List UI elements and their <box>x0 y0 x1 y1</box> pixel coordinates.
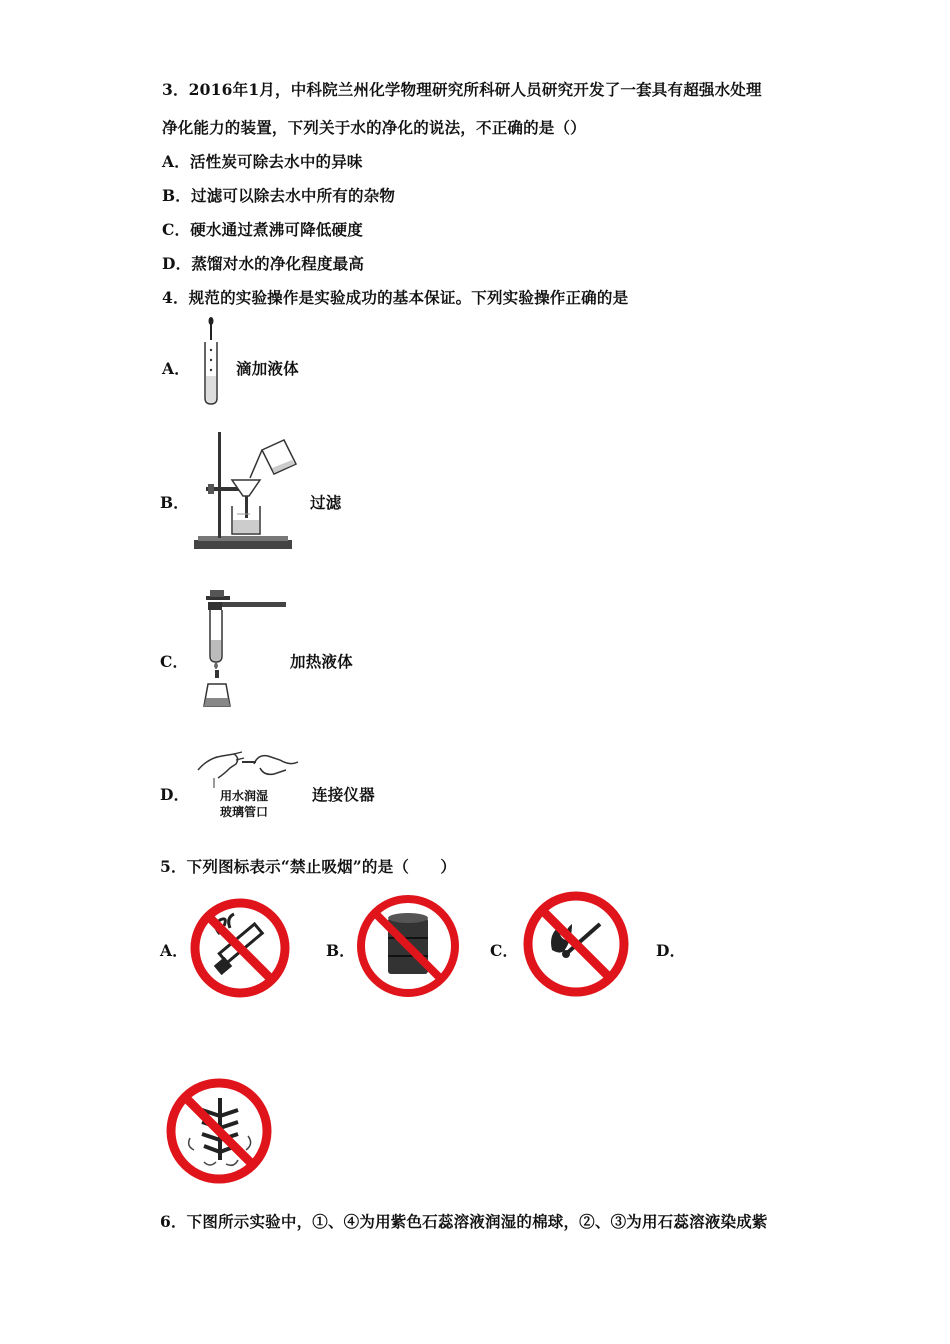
q3-option-b: B．过滤可以除去水中所有的杂物 <box>162 186 396 205</box>
q5-option-a-label: A． <box>160 941 188 960</box>
q4-option-b-label: B． <box>160 493 190 512</box>
heating-liquid-illustration <box>196 588 292 712</box>
connect-instrument-illustration <box>194 748 302 824</box>
connect-instrument-image-text-line2: 玻璃管口 <box>220 805 269 819</box>
q3-stem-line1: 3．2016年1月，中科院兰州化学物理研究所科研人员研究开发了一套具有超强水处理 <box>162 80 762 99</box>
q5-option-b-label: B． <box>326 941 356 960</box>
no-oil-drum-sign-icon <box>356 894 460 998</box>
q4-option-a-caption: 滴加液体 <box>236 359 299 378</box>
q4-option-d-label: D． <box>160 785 190 804</box>
no-firecrackers-sign-icon <box>164 1076 274 1186</box>
filtration-apparatus-illustration <box>192 430 304 552</box>
q4-option-a-label: A． <box>162 359 190 378</box>
q6-stem: 6．下图所示实验中，①、④为用紫色石蕊溶液润湿的棉球，②、③为用石蕊溶液染成紫 <box>160 1212 768 1231</box>
dropper-test-tube-illustration <box>196 316 226 408</box>
q4-option-c-label: C． <box>160 652 189 671</box>
q5-stem: 5．下列图标表示“禁止吸烟”的是（ ） <box>160 857 457 876</box>
q4-option-c-caption: 加热液体 <box>290 652 353 671</box>
connect-instrument-image-text-line1: 用水润湿 <box>220 789 269 803</box>
q3-option-c: C．硬水通过煮沸可降低硬度 <box>162 220 363 239</box>
q4-option-d-caption: 连接仪器 <box>312 785 375 804</box>
q3-option-a: A．活性炭可除去水中的异味 <box>162 152 363 171</box>
q3-stem-line2: 净化能力的装置，下列关于水的净化的说法，不正确的是（） <box>162 118 586 137</box>
no-open-flame-sign-icon <box>522 890 630 998</box>
q5-option-c-label: C． <box>490 941 519 960</box>
q5-option-d-label: D． <box>656 941 686 960</box>
q4-option-b-caption: 过滤 <box>310 493 342 512</box>
q4-stem: 4．规范的实验操作是实验成功的基本保证。下列实验操作正确的是 <box>162 288 629 307</box>
q3-option-d: D．蒸馏对水的净化程度最高 <box>162 254 365 273</box>
no-smoking-sign-icon <box>190 898 290 998</box>
